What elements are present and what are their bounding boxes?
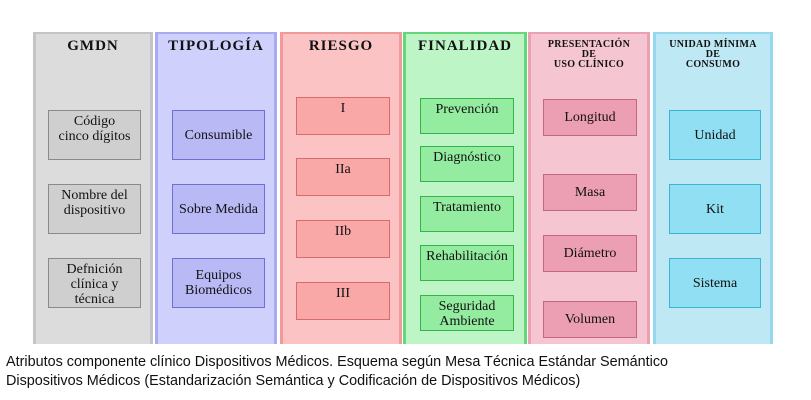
caption-line-1: Atributos componente clínico Dispositivos Médicos. Esquema según Mesa Técnica Estándar Semántico <box>6 354 669 370</box>
box-tratamiento: Tratamiento <box>420 196 514 232</box>
box-riesgo-i: I <box>296 97 390 135</box>
box-seguridad-ambiente: Seguridad Ambiente <box>420 295 514 331</box>
box-riesgo-iia: IIa <box>296 158 390 196</box>
box-nombre-dispositivo: Nombre del dispositivo <box>48 184 141 234</box>
column-gmdn <box>33 32 153 344</box>
box-riesgo-iib: IIb <box>296 220 390 258</box>
box-kit: Kit <box>669 184 761 234</box>
column-unidad-minima-consumo <box>653 32 773 344</box>
box-diagnostico: Diagnóstico <box>420 146 514 182</box>
box-unidad: Unidad <box>669 110 761 160</box>
box-codigo-cinco-digitos: Código cinco dígitos <box>48 110 141 160</box>
column-presentacion-uso-clinico <box>528 32 650 344</box>
column-tipologia <box>155 32 277 344</box>
column-title-gmdn: GMDN <box>67 38 119 54</box>
box-sobre-medida: Sobre Medida <box>172 184 265 234</box>
attribute-diagram <box>33 32 773 344</box>
column-title-unidad-minima: UNIDAD MÍNIMA DE CONSUMO <box>669 39 757 70</box>
box-masa: Masa <box>543 174 637 211</box>
box-volumen: Volumen <box>543 301 637 338</box>
box-definicion-clinica-tecnica: Defnición clínica y técnica <box>48 258 141 308</box>
box-diametro: Diámetro <box>543 235 637 272</box>
box-consumible: Consumible <box>172 110 265 160</box>
box-riesgo-iii: III <box>296 282 390 320</box>
box-rehabilitacion: Rehabilitación <box>420 245 514 281</box>
column-title-finalidad: FINALIDAD <box>417 38 512 54</box>
box-longitud: Longitud <box>543 99 637 136</box>
box-equipos-biomedicos: Equipos Biomédicos <box>172 258 265 308</box>
column-riesgo <box>280 32 402 344</box>
column-finalidad <box>403 32 527 344</box>
column-title-tipologia: TIPOLOGÍA <box>168 38 264 54</box>
box-prevencion: Prevención <box>420 98 514 134</box>
box-sistema: Sistema <box>669 258 761 308</box>
figure-caption <box>6 353 808 391</box>
column-title-presentacion: PRESENTACIÓN DE USO CLÍNICO <box>547 39 631 70</box>
caption-line-2: Dispositivos Médicos (Estandarización Semántica y Codificación de Dispositivos Médicos) <box>6 373 581 389</box>
column-title-riesgo: RIESGO <box>308 38 374 54</box>
